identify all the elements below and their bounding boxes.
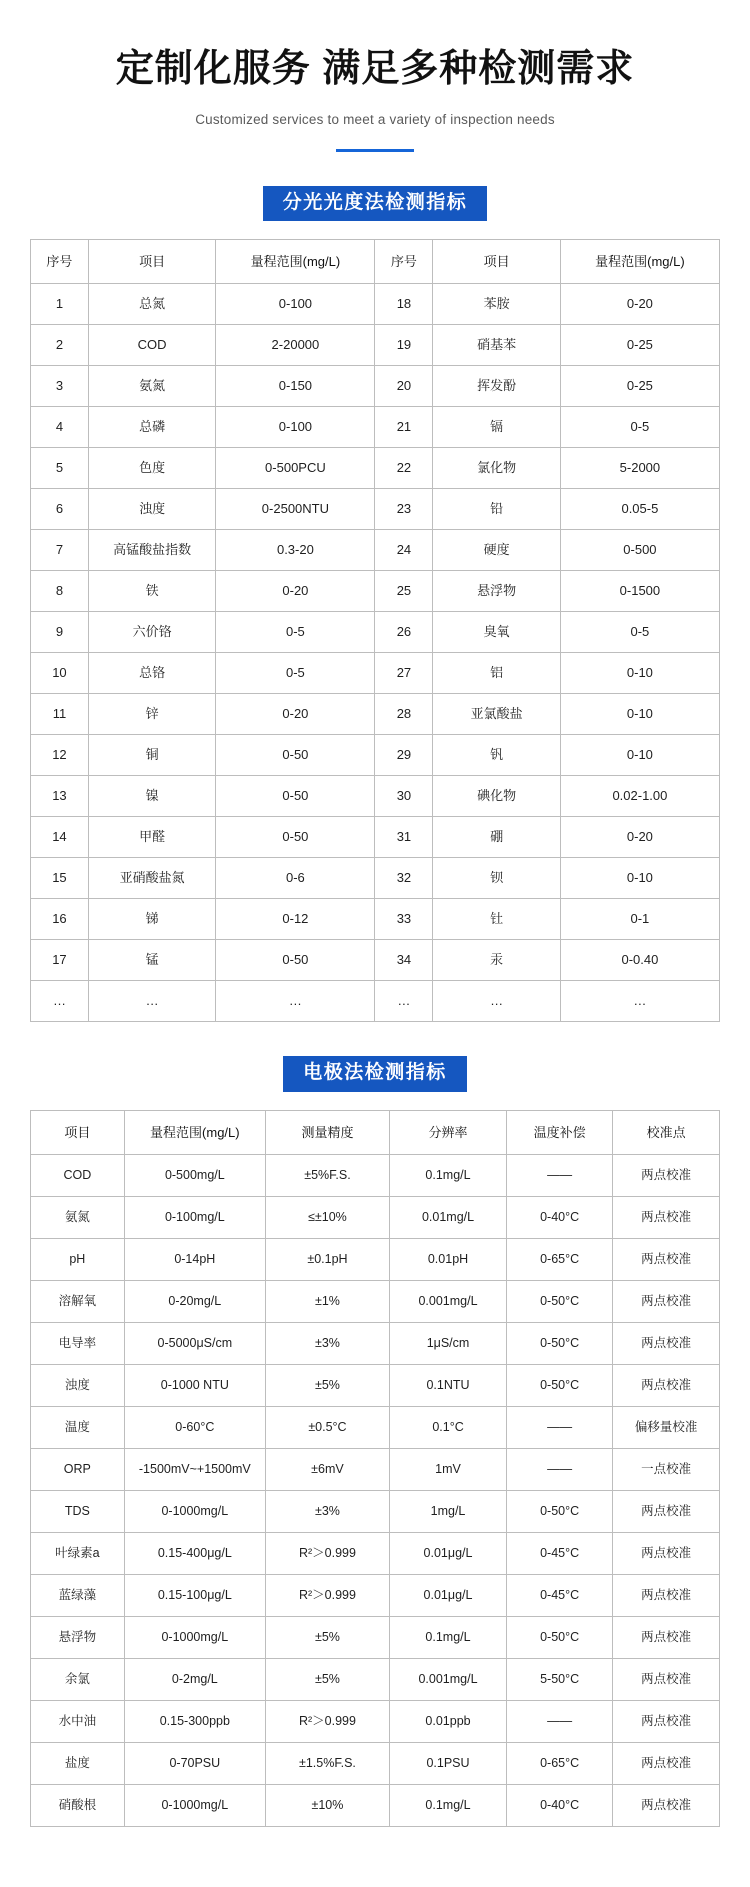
- spectro-cell: 30: [375, 776, 433, 817]
- electrode-cell: ORP: [31, 1449, 125, 1491]
- section-badge-electrode: 电极法检测指标: [283, 1056, 467, 1092]
- spectro-cell: 7: [31, 530, 89, 571]
- spectro-cell: 色度: [88, 448, 215, 489]
- electrode-column-header: 项目: [31, 1111, 125, 1155]
- electrode-cell: 0.1mg/L: [389, 1785, 506, 1827]
- spectro-cell: 硝基苯: [433, 325, 560, 366]
- spectro-cell: 16: [31, 899, 89, 940]
- spectro-cell: 26: [375, 612, 433, 653]
- electrode-cell: 一点校准: [613, 1449, 720, 1491]
- electrode-cell: 0-65°C: [507, 1239, 613, 1281]
- spectro-cell: 0-100: [216, 284, 375, 325]
- spectro-cell: 铜: [88, 735, 215, 776]
- spectro-cell: 34: [375, 940, 433, 981]
- electrode-cell: 0-40°C: [507, 1197, 613, 1239]
- electrode-cell: R²＞0.999: [265, 1575, 389, 1617]
- spectro-cell: 0-100: [216, 407, 375, 448]
- spectro-cell: 甲醛: [88, 817, 215, 858]
- spectro-cell: 3: [31, 366, 89, 407]
- spectro-cell: 31: [375, 817, 433, 858]
- electrode-cell: 悬浮物: [31, 1617, 125, 1659]
- table-row: [31, 284, 720, 325]
- spectro-cell: 24: [375, 530, 433, 571]
- electrode-cell: 0-50°C: [507, 1281, 613, 1323]
- spectro-column-header: 序号: [31, 240, 89, 284]
- electrode-cell: 1μS/cm: [389, 1323, 506, 1365]
- spectro-cell: 0-150: [216, 366, 375, 407]
- electrode-cell: 0.1mg/L: [389, 1617, 506, 1659]
- table-row: [31, 366, 720, 407]
- section-badge-spectrophotometry: 分光光度法检测指标: [263, 186, 488, 222]
- table-row: [31, 1617, 720, 1659]
- electrode-cell: ——: [507, 1155, 613, 1197]
- spectro-cell: 12: [31, 735, 89, 776]
- electrode-cell: ——: [507, 1407, 613, 1449]
- spectro-cell: 0-2500NTU: [216, 489, 375, 530]
- spectro-cell: 1: [31, 284, 89, 325]
- spectro-cell: 0-500: [560, 530, 719, 571]
- spectro-cell: 锑: [88, 899, 215, 940]
- spectro-cell: 镍: [88, 776, 215, 817]
- spectro-cell: 悬浮物: [433, 571, 560, 612]
- spectro-cell: 铁: [88, 571, 215, 612]
- electrode-cell: 水中油: [31, 1701, 125, 1743]
- table-row: [31, 1743, 720, 1785]
- electrode-cell: 氨氮: [31, 1197, 125, 1239]
- electrode-cell: R²＞0.999: [265, 1533, 389, 1575]
- electrode-cell: ±1%: [265, 1281, 389, 1323]
- spectro-cell: 0-20: [216, 571, 375, 612]
- spectro-cell: …: [560, 981, 719, 1022]
- electrode-column-header: 分辨率: [389, 1111, 506, 1155]
- electrode-cell: ±5%: [265, 1659, 389, 1701]
- electrode-cell: 0-50°C: [507, 1617, 613, 1659]
- spectro-cell: 硬度: [433, 530, 560, 571]
- table-row: [31, 1491, 720, 1533]
- spectro-cell: 苯胺: [433, 284, 560, 325]
- electrode-cell: 0-70PSU: [124, 1743, 265, 1785]
- spectro-cell: 19: [375, 325, 433, 366]
- spectro-cell: 22: [375, 448, 433, 489]
- electrode-cell: 0-1000mg/L: [124, 1785, 265, 1827]
- electrode-cell: ±5%: [265, 1617, 389, 1659]
- electrode-cell: 0-50°C: [507, 1323, 613, 1365]
- electrode-cell: 偏移量校准: [613, 1407, 720, 1449]
- table-row: [31, 817, 720, 858]
- electrode-cell: 两点校准: [613, 1617, 720, 1659]
- spectro-cell: 11: [31, 694, 89, 735]
- table-row: [31, 1449, 720, 1491]
- spectro-cell: 6: [31, 489, 89, 530]
- electrode-cell: ——: [507, 1449, 613, 1491]
- spectro-cell: 高锰酸盐指数: [88, 530, 215, 571]
- table-row: [31, 1365, 720, 1407]
- electrode-cell: ——: [507, 1701, 613, 1743]
- spectro-cell: 14: [31, 817, 89, 858]
- spectro-cell: 锰: [88, 940, 215, 981]
- table-row: [31, 653, 720, 694]
- electrode-cell: ±0.1pH: [265, 1239, 389, 1281]
- table-row: [31, 1281, 720, 1323]
- table-row: [31, 1407, 720, 1449]
- spectro-cell: 2: [31, 325, 89, 366]
- spectro-cell: 15: [31, 858, 89, 899]
- electrode-cell: 0-1000 NTU: [124, 1365, 265, 1407]
- spectro-cell: …: [433, 981, 560, 1022]
- spectro-cell: 钒: [433, 735, 560, 776]
- electrode-cell: 蓝绿藻: [31, 1575, 125, 1617]
- electrode-cell: ±5%F.S.: [265, 1155, 389, 1197]
- table-row: [31, 1155, 720, 1197]
- spectro-cell: 13: [31, 776, 89, 817]
- table-row: [31, 489, 720, 530]
- electrode-cell: 0.1NTU: [389, 1365, 506, 1407]
- spectro-cell: …: [375, 981, 433, 1022]
- table-row: [31, 1785, 720, 1827]
- electrode-cell: pH: [31, 1239, 125, 1281]
- electrode-cell: ±3%: [265, 1323, 389, 1365]
- electrode-cell: 0-65°C: [507, 1743, 613, 1785]
- table-row: [31, 325, 720, 366]
- electrode-cell: TDS: [31, 1491, 125, 1533]
- electrode-cell: ±1.5%F.S.: [265, 1743, 389, 1785]
- electrode-cell: 盐度: [31, 1743, 125, 1785]
- spectro-cell: 0-10: [560, 735, 719, 776]
- table-row: [31, 530, 720, 571]
- spectro-cell: 0-20: [216, 694, 375, 735]
- spectro-cell: 氨氮: [88, 366, 215, 407]
- section-header-spectrophotometry: [0, 186, 750, 222]
- electrode-cell: 两点校准: [613, 1365, 720, 1407]
- spectro-cell: 0-10: [560, 653, 719, 694]
- electrode-header-row: [31, 1111, 720, 1155]
- electrode-column-header: 温度补偿: [507, 1111, 613, 1155]
- spectro-cell: 六价铬: [88, 612, 215, 653]
- electrode-cell: 0-1000mg/L: [124, 1491, 265, 1533]
- spectro-cell: 铝: [433, 653, 560, 694]
- table-row: [31, 858, 720, 899]
- electrode-cell: ±10%: [265, 1785, 389, 1827]
- table-row: [31, 1575, 720, 1617]
- spectro-cell: 5-2000: [560, 448, 719, 489]
- spectro-cell: 0-5: [216, 612, 375, 653]
- spectrophotometry-table: [30, 239, 720, 1022]
- spectro-cell: 氯化物: [433, 448, 560, 489]
- electrode-cell: 0-45°C: [507, 1533, 613, 1575]
- spectro-cell: 浊度: [88, 489, 215, 530]
- spectro-cell: 臭氧: [433, 612, 560, 653]
- electrode-cell: 0.1mg/L: [389, 1155, 506, 1197]
- electrode-cell: 硝酸根: [31, 1785, 125, 1827]
- spectro-cell: 25: [375, 571, 433, 612]
- spectro-cell: 钍: [433, 899, 560, 940]
- spectro-cell: 镉: [433, 407, 560, 448]
- electrode-cell: ±6mV: [265, 1449, 389, 1491]
- electrode-cell: 两点校准: [613, 1491, 720, 1533]
- electrode-cell: 5-50°C: [507, 1659, 613, 1701]
- electrode-cell: 两点校准: [613, 1575, 720, 1617]
- electrode-cell: 电导率: [31, 1323, 125, 1365]
- spectro-column-header: 量程范围(mg/L): [216, 240, 375, 284]
- electrode-cell: 两点校准: [613, 1197, 720, 1239]
- spectro-column-header: 序号: [375, 240, 433, 284]
- electrode-cell: 温度: [31, 1407, 125, 1449]
- spectro-cell: 28: [375, 694, 433, 735]
- electrode-cell: 0.1PSU: [389, 1743, 506, 1785]
- electrode-cell: 0-100mg/L: [124, 1197, 265, 1239]
- electrode-cell: ±3%: [265, 1491, 389, 1533]
- electrode-column-header: 测量精度: [265, 1111, 389, 1155]
- spectro-cell: 挥发酚: [433, 366, 560, 407]
- spectro-cell: 钡: [433, 858, 560, 899]
- spectro-header-row: [31, 240, 720, 284]
- table-row: [31, 694, 720, 735]
- spectro-cell: 33: [375, 899, 433, 940]
- electrode-cell: COD: [31, 1155, 125, 1197]
- electrode-cell: 0-50°C: [507, 1491, 613, 1533]
- spectro-cell: 5: [31, 448, 89, 489]
- spectro-cell: 0-1: [560, 899, 719, 940]
- table-row: [31, 571, 720, 612]
- electrode-cell: 0.01μg/L: [389, 1575, 506, 1617]
- electrode-cell: 两点校准: [613, 1281, 720, 1323]
- spectro-cell: …: [88, 981, 215, 1022]
- electrode-cell: 0-5000μS/cm: [124, 1323, 265, 1365]
- electrode-cell: ±0.5°C: [265, 1407, 389, 1449]
- table-row: [31, 407, 720, 448]
- spectro-cell: 0-20: [560, 284, 719, 325]
- spectro-column-header: 量程范围(mg/L): [560, 240, 719, 284]
- electrode-cell: 余氯: [31, 1659, 125, 1701]
- spectro-cell: 0-6: [216, 858, 375, 899]
- electrode-cell: 0.15-400μg/L: [124, 1533, 265, 1575]
- electrode-cell: 0.01ppb: [389, 1701, 506, 1743]
- spectro-cell: 铅: [433, 489, 560, 530]
- electrode-cell: R²＞0.999: [265, 1701, 389, 1743]
- spectro-cell: 29: [375, 735, 433, 776]
- spectro-cell: 0-50: [216, 776, 375, 817]
- spectro-cell: 0-1500: [560, 571, 719, 612]
- spectro-cell: 20: [375, 366, 433, 407]
- electrode-cell: 两点校准: [613, 1239, 720, 1281]
- spectro-cell: 4: [31, 407, 89, 448]
- table-row: [31, 981, 720, 1022]
- electrode-cell: 0.001mg/L: [389, 1281, 506, 1323]
- spectro-cell: 8: [31, 571, 89, 612]
- electrode-cell: 0-500mg/L: [124, 1155, 265, 1197]
- electrode-cell: 1mg/L: [389, 1491, 506, 1533]
- electrode-cell: 0.01mg/L: [389, 1197, 506, 1239]
- spectro-cell: 0-25: [560, 366, 719, 407]
- spectro-cell: 0-25: [560, 325, 719, 366]
- spectro-cell: 32: [375, 858, 433, 899]
- spectro-cell: 17: [31, 940, 89, 981]
- spectro-cell: 0-50: [216, 940, 375, 981]
- electrode-cell: 两点校准: [613, 1155, 720, 1197]
- spectro-cell: 汞: [433, 940, 560, 981]
- spectro-cell: 总氮: [88, 284, 215, 325]
- electrode-column-header: 量程范围(mg/L): [124, 1111, 265, 1155]
- spectro-cell: …: [216, 981, 375, 1022]
- spectro-cell: 0-5: [560, 407, 719, 448]
- electrode-cell: -1500mV~+1500mV: [124, 1449, 265, 1491]
- spectro-cell: 0-10: [560, 858, 719, 899]
- spectro-cell: 2-20000: [216, 325, 375, 366]
- section-header-electrode: [0, 1056, 750, 1092]
- table-row: [31, 940, 720, 981]
- spectro-cell: 0-5: [560, 612, 719, 653]
- spectro-cell: 9: [31, 612, 89, 653]
- electrode-cell: 两点校准: [613, 1743, 720, 1785]
- table-row: [31, 612, 720, 653]
- spectro-cell: 碘化物: [433, 776, 560, 817]
- electrode-cell: 0.15-100μg/L: [124, 1575, 265, 1617]
- spectro-cell: 0-12: [216, 899, 375, 940]
- table-row: [31, 1323, 720, 1365]
- spectrophotometry-table-wrap: [0, 239, 750, 1022]
- title-divider: [336, 149, 414, 152]
- spectro-cell: 亚硝酸盐氮: [88, 858, 215, 899]
- table-row: [31, 1701, 720, 1743]
- spectro-cell: 0-50: [216, 735, 375, 776]
- spectro-cell: 21: [375, 407, 433, 448]
- table-row: [31, 448, 720, 489]
- spectro-cell: 锌: [88, 694, 215, 735]
- table-row: [31, 1533, 720, 1575]
- electrode-cell: 0.01μg/L: [389, 1533, 506, 1575]
- table-row: [31, 776, 720, 817]
- spectro-cell: 18: [375, 284, 433, 325]
- spectro-cell: 0-5: [216, 653, 375, 694]
- electrode-table: [30, 1110, 720, 1827]
- spectro-cell: 23: [375, 489, 433, 530]
- spectro-cell: 亚氯酸盐: [433, 694, 560, 735]
- spectro-cell: …: [31, 981, 89, 1022]
- electrode-cell: 0-60°C: [124, 1407, 265, 1449]
- spectro-cell: 总铬: [88, 653, 215, 694]
- electrode-cell: 浊度: [31, 1365, 125, 1407]
- electrode-cell: 溶解氧: [31, 1281, 125, 1323]
- spectro-column-header: 项目: [88, 240, 215, 284]
- table-row: [31, 1659, 720, 1701]
- electrode-cell: 0-20mg/L: [124, 1281, 265, 1323]
- table-row: [31, 1197, 720, 1239]
- electrode-cell: 两点校准: [613, 1785, 720, 1827]
- spectro-cell: 27: [375, 653, 433, 694]
- electrode-cell: 0.15-300ppb: [124, 1701, 265, 1743]
- spectro-cell: 0-0.40: [560, 940, 719, 981]
- page-title: 定制化服务 满足多种检测需求: [115, 48, 635, 90]
- spectro-cell: 0-50: [216, 817, 375, 858]
- electrode-cell: 0-50°C: [507, 1365, 613, 1407]
- page-subtitle: Customized services to meet a variety of inspection needs: [195, 111, 555, 127]
- electrode-cell: 两点校准: [613, 1323, 720, 1365]
- table-row: [31, 899, 720, 940]
- table-row: [31, 735, 720, 776]
- electrode-cell: 0-40°C: [507, 1785, 613, 1827]
- electrode-cell: 两点校准: [613, 1533, 720, 1575]
- spectro-cell: 0.3-20: [216, 530, 375, 571]
- electrode-table-wrap: [0, 1110, 750, 1827]
- spectro-cell: COD: [88, 325, 215, 366]
- electrode-cell: 0-14pH: [124, 1239, 265, 1281]
- electrode-cell: 叶绿素a: [31, 1533, 125, 1575]
- electrode-cell: 1mV: [389, 1449, 506, 1491]
- electrode-cell: 0-45°C: [507, 1575, 613, 1617]
- spectro-cell: 0.05-5: [560, 489, 719, 530]
- electrode-cell: 两点校准: [613, 1659, 720, 1701]
- electrode-cell: 0.1°C: [389, 1407, 506, 1449]
- electrode-cell: 0-1000mg/L: [124, 1617, 265, 1659]
- spectro-cell: 0-20: [560, 817, 719, 858]
- spectro-cell: 0.02-1.00: [560, 776, 719, 817]
- spectro-column-header: 项目: [433, 240, 560, 284]
- spectro-cell: 总磷: [88, 407, 215, 448]
- electrode-cell: ≤±10%: [265, 1197, 389, 1239]
- electrode-cell: 0.01pH: [389, 1239, 506, 1281]
- spectro-cell: 硼: [433, 817, 560, 858]
- spectro-cell: 0-500PCU: [216, 448, 375, 489]
- electrode-column-header: 校准点: [613, 1111, 720, 1155]
- electrode-cell: 两点校准: [613, 1701, 720, 1743]
- spectro-cell: 0-10: [560, 694, 719, 735]
- spectro-cell: 10: [31, 653, 89, 694]
- electrode-cell: 0-2mg/L: [124, 1659, 265, 1701]
- table-row: [31, 1239, 720, 1281]
- electrode-cell: ±5%: [265, 1365, 389, 1407]
- electrode-cell: 0.001mg/L: [389, 1659, 506, 1701]
